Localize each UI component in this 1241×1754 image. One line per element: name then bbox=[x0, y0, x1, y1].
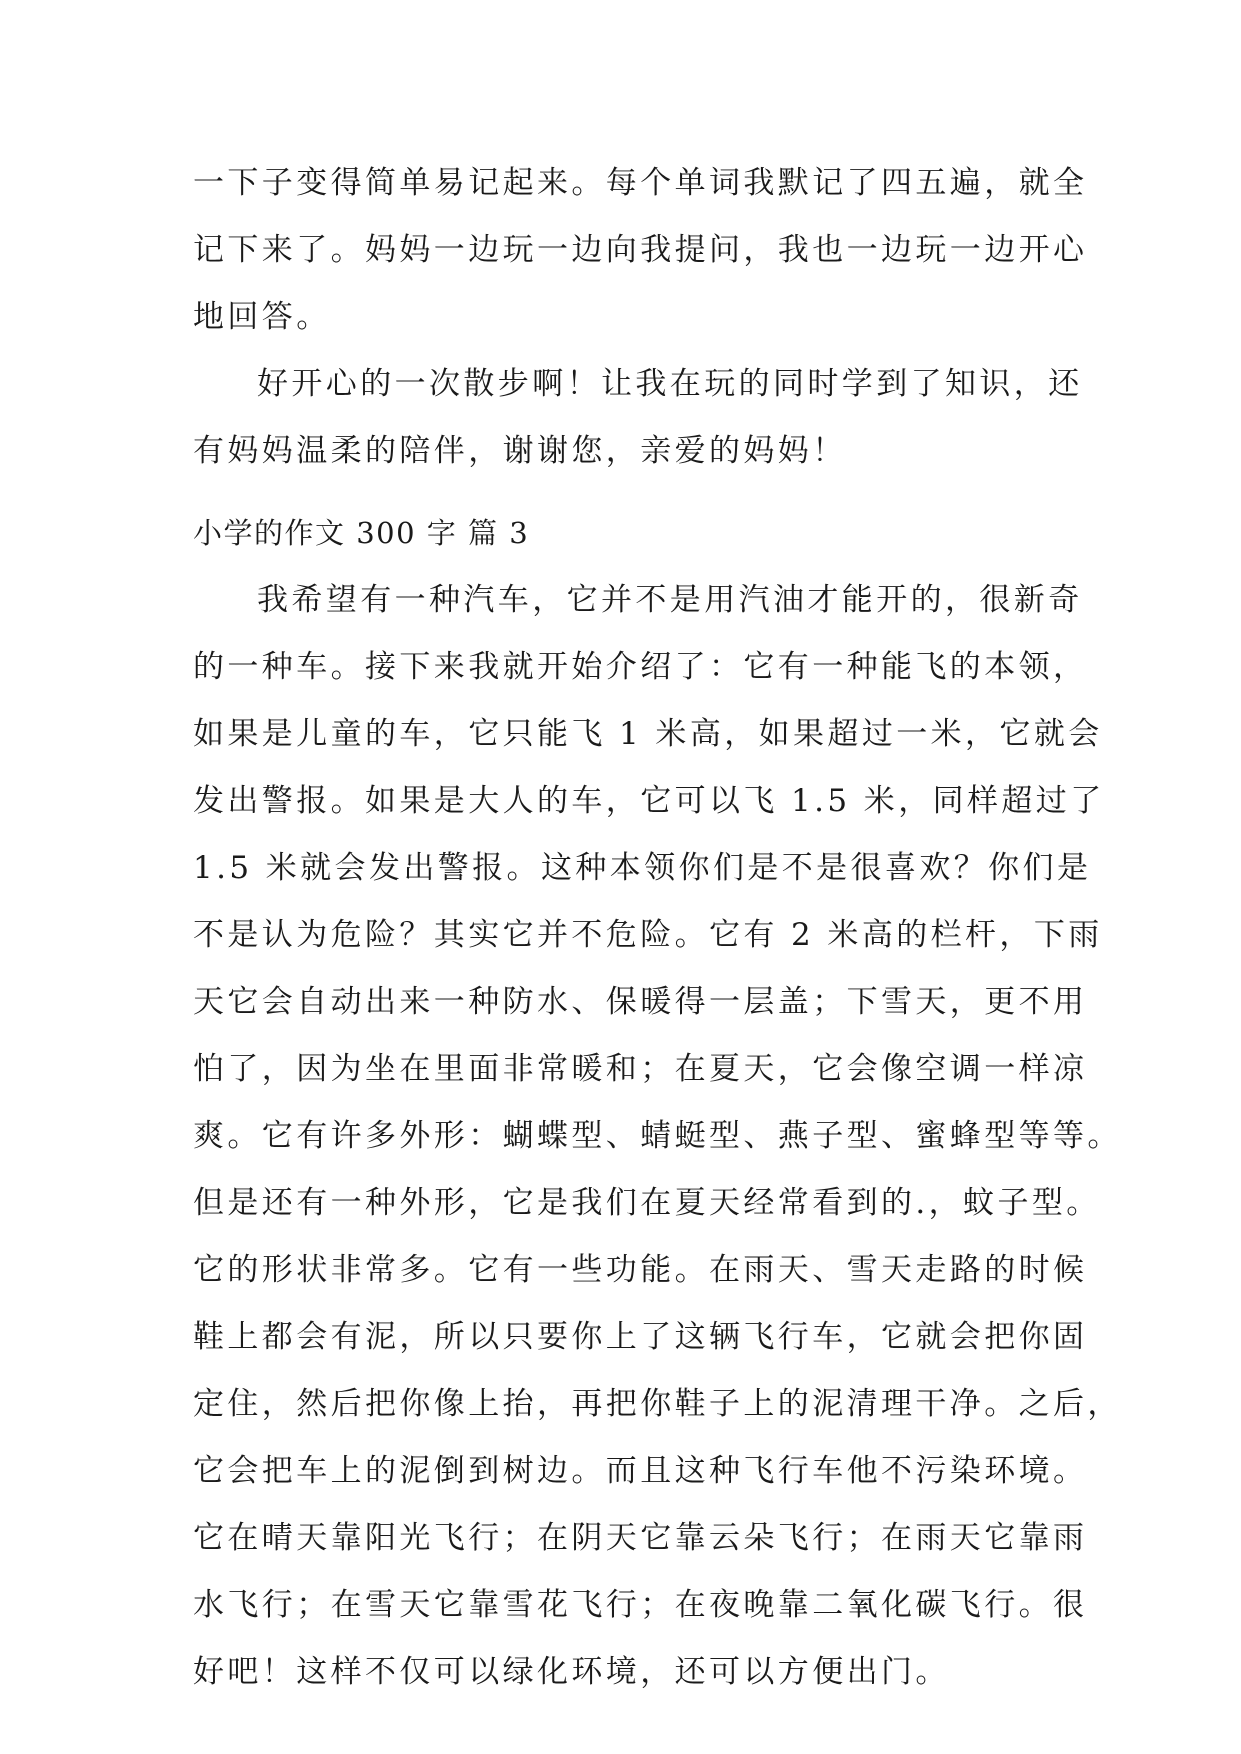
text-line: 定住，然后把你像上抬，再把你鞋子上的泥清理干净。之后， bbox=[193, 1386, 1122, 1422]
text-line: 的一种车。接下来我就开始介绍了：它有一种能飞的本领， bbox=[193, 649, 1088, 685]
text-line: 不是认为危险？其实它并不危险。它有 2 米高的栏杆，下雨 bbox=[193, 917, 1103, 953]
text-line: 如果是儿童的车，它只能飞 1 米高，如果超过一米，它就会 bbox=[193, 716, 1103, 752]
text-line: 我希望有一种汽车，它并不是用汽油才能开的，很新奇 bbox=[257, 582, 1083, 618]
text-line: 但是还有一种外形，它是我们在夏天经常看到的.，蚊子型。 bbox=[193, 1185, 1101, 1221]
text-line: 地回答。 bbox=[193, 299, 331, 335]
text-line: 记下来了。妈妈一边玩一边向我提问，我也一边玩一边开心 bbox=[193, 232, 1088, 268]
text-line: 怕了，因为坐在里面非常暖和；在夏天，它会像空调一样凉 bbox=[193, 1051, 1088, 1087]
text-line: 水飞行；在雪天它靠雪花飞行；在夜晚靠二氧化碳飞行。很 bbox=[193, 1587, 1088, 1623]
text-line: 一下子变得简单易记起来。每个单词我默记了四五遍，就全 bbox=[193, 165, 1088, 201]
text-line: 1.5 米就会发出警报。这种本领你们是不是很喜欢？你们是 bbox=[193, 850, 1092, 886]
text-line: 天它会自动出来一种防水、保暖得一层盖；下雪天，更不用 bbox=[193, 984, 1088, 1020]
section-heading: 小学的作文 300 字 篇 3 bbox=[193, 516, 530, 550]
text-line: 好开心的一次散步啊！让我在玩的同时学到了知识，还 bbox=[257, 366, 1083, 402]
text-line: 爽。它有许多外形：蝴蝶型、蜻蜓型、燕子型、蜜蜂型等等。 bbox=[193, 1118, 1122, 1154]
text-line: 它在晴天靠阳光飞行；在阴天它靠云朵飞行；在雨天它靠雨 bbox=[193, 1520, 1088, 1556]
text-line: 它的形状非常多。它有一些功能。在雨天、雪天走路的时候 bbox=[193, 1252, 1088, 1288]
essay-section-3 bbox=[193, 500, 1122, 1706]
previous-essay-ending bbox=[193, 150, 1088, 485]
text-line: 好吧！这样不仅可以绿化环境，还可以方便出门。 bbox=[193, 1654, 950, 1690]
text-line: 有妈妈温柔的陪伴，谢谢您，亲爱的妈妈！ bbox=[193, 433, 847, 469]
text-line: 它会把车上的泥倒到树边。而且这种飞行车他不污染环境。 bbox=[193, 1453, 1088, 1489]
text-line: 发出警报。如果是大人的车，它可以飞 1.5 米，同样超过了 bbox=[193, 783, 1105, 819]
text-line: 鞋上都会有泥，所以只要你上了这辆飞行车，它就会把你固 bbox=[193, 1319, 1088, 1355]
